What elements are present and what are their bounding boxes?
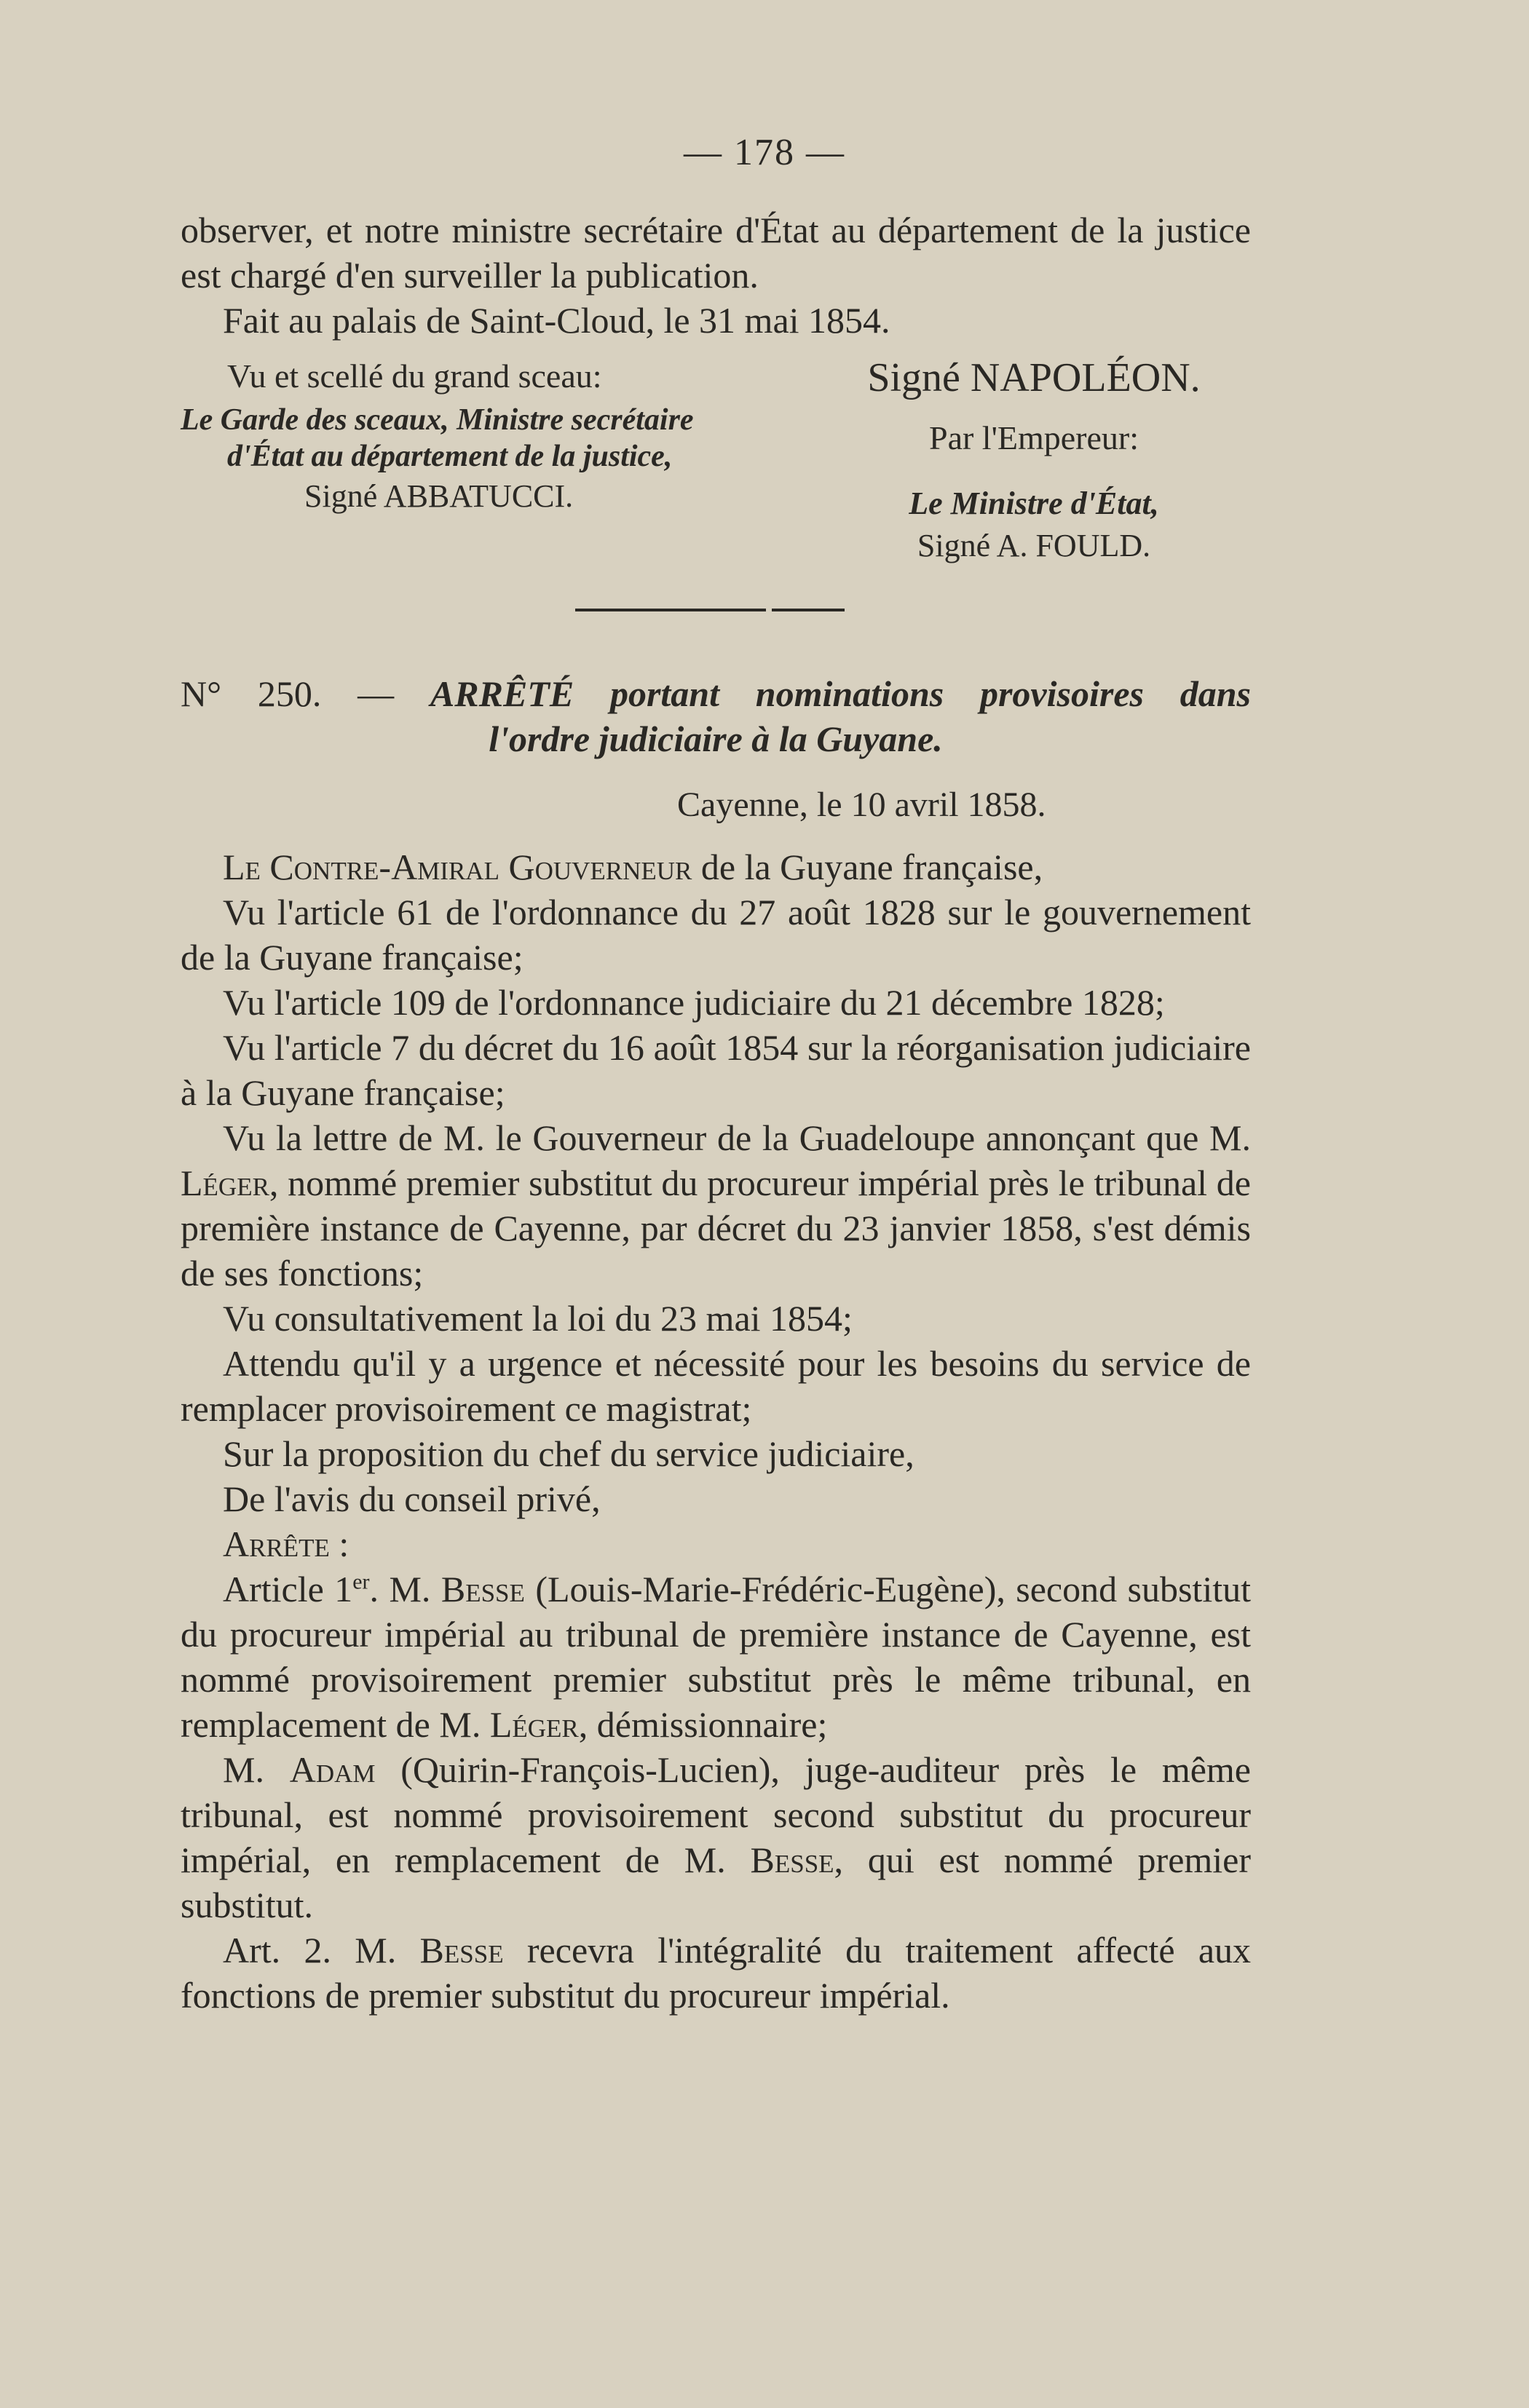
letter-text-a: Vu la lettre de M. le Gouverneur de la Guadeloupe annonçant que M.	[223, 1117, 1251, 1158]
name-leger-2: Léger	[489, 1704, 579, 1745]
signing-place-date: Fait au palais de Saint-Cloud, le 31 mai 1854.	[223, 300, 890, 341]
decree-body	[181, 844, 1251, 2018]
article-1-m: . M.	[369, 1569, 431, 1609]
by-emperor: Par l'Empereur:	[928, 419, 1139, 456]
minister-title: Le Ministre d'État,	[909, 486, 1159, 521]
visa-3: Vu l'article 7 du décret du 16 août 1854 sur la réorganisation judiciaire à la Guyane française;	[181, 1027, 1251, 1113]
signature-left	[181, 354, 734, 518]
name-besse: Besse	[440, 1569, 525, 1609]
article-1	[181, 1567, 1251, 1747]
signature-fould: Signé A. FOULD.	[917, 528, 1151, 563]
article-1-text: (Louis-Marie-Frédéric-Eugène), second substitut du procureur impérial au tribunal de première instance de Cayenne, est nommé provisoirement premier substitut près le même tribunal, en remplacement de M.	[181, 1569, 1251, 1745]
adam-text2: , qui est nommé premier substitut.	[181, 1839, 1252, 1925]
article-1-text2: , démissionnaire;	[578, 1704, 828, 1745]
visa-law: Vu consultativement la loi du 23 mai 1854;	[223, 1298, 853, 1339]
name-besse-2: Besse	[750, 1839, 834, 1880]
decree-title-part2: l'ordre judiciaire à la Guyane.	[489, 718, 943, 759]
intro-block	[181, 207, 1251, 343]
seal-line: Vu et scellé du grand sceau:	[227, 357, 602, 395]
attendu: Attendu qu'il y a urgence et nécessité pour les besoins du service de remplacer provisoirement ce magistrat;	[181, 1343, 1251, 1429]
signature-abbatucci: Signé ABBATUCCI.	[304, 478, 574, 514]
letter-text-b: , nommé premier substitut du procureur impérial près le tribunal de première instance de Cayenne, par décret du 23 janvier 1858, s'est démis de ses fonctions;	[181, 1163, 1251, 1294]
article-2-label: Art. 2. M.	[223, 1930, 397, 1971]
decree-title-part1: ARRÊTÉ portant nominations provisoires dans	[430, 673, 1252, 714]
visa-2: Vu l'article 109 de l'ordonnance judiciaire du 21 décembre 1828;	[223, 982, 1165, 1023]
dateline: Cayenne, le 10 avril 1858.	[677, 785, 1046, 824]
section-divider	[575, 609, 845, 611]
governor-title-tail: de la Guyane française,	[700, 847, 1043, 887]
article-2	[181, 1928, 1251, 2018]
preamble	[181, 844, 1251, 890]
signature-right	[815, 354, 1252, 568]
article-1-label: Article 1	[223, 1569, 353, 1609]
signature-napoleon: Signé NAPOLÉON.	[867, 355, 1201, 400]
adam-text: (Quirin-François-Lucien), juge-auditeur près le même tribunal, est nommé provisoirement second substitut du procureur impérial, en remplacement de M.	[181, 1749, 1251, 1880]
intro-line: observer, et notre ministre secrétaire d'État au département de la justice est chargé d'en surveiller la publication.	[181, 210, 1251, 296]
name-besse-3: Besse	[419, 1930, 504, 1971]
governor-title: Le Contre-Amiral Gouverneur	[223, 847, 692, 887]
keeper-title: Le Garde des sceaux, Ministre secrétaire d'État au département de la justice,	[181, 403, 694, 473]
decree-number: N° 250.	[181, 673, 322, 714]
article-1-sup: er	[352, 1569, 370, 1594]
decree-heading	[181, 671, 1251, 761]
proposition: Sur la proposition du chef du service judiciaire,	[223, 1433, 914, 1474]
article-2-text: recevra l'intégralité du traitement affecté aux fonctions de premier substitut du procureur impérial.	[181, 1930, 1252, 2016]
visa-letter	[181, 1115, 1251, 1296]
page-number: — 178 —	[684, 132, 845, 173]
avis: De l'avis du conseil privé,	[223, 1478, 601, 1519]
visa-1: Vu l'article 61 de l'ordonnance du 27 août 1828 sur le gouvernement de la Guyane française;	[181, 892, 1251, 978]
paragraph-adam	[181, 1747, 1251, 1928]
name-adam: Adam	[289, 1749, 376, 1790]
adam-m: M.	[223, 1749, 264, 1790]
arrete-heading: Arrête :	[223, 1524, 349, 1564]
name-leger: Léger	[181, 1163, 269, 1203]
decree-dash: —	[357, 673, 395, 714]
